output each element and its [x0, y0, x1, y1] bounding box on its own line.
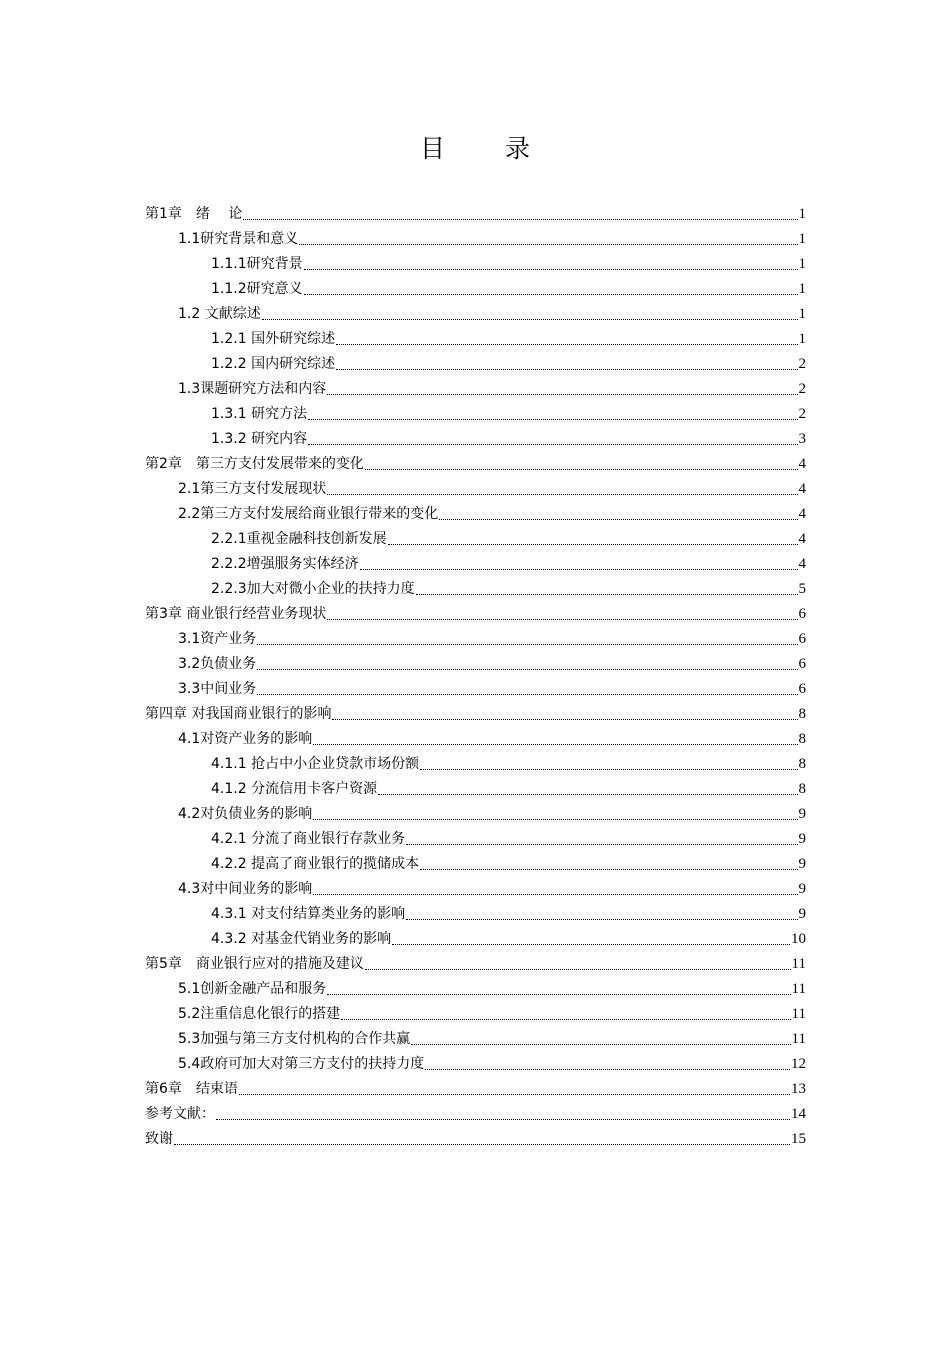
toc-dot-leader — [425, 1068, 790, 1070]
toc-dot-leader — [304, 293, 798, 295]
toc-entry[interactable] — [145, 424, 806, 449]
toc-entry-page-number: 1 — [798, 231, 806, 247]
toc-entry-page-number: 6 — [798, 681, 806, 697]
toc-dot-leader — [308, 443, 797, 445]
toc-entry[interactable] — [145, 374, 806, 399]
toc-entry-page-number: 14 — [791, 1106, 806, 1122]
toc-entry-label: 1.3课题研究方法和内容 — [178, 381, 327, 397]
toc-entry-page-number: 9 — [798, 831, 806, 847]
toc-dot-leader — [416, 593, 798, 595]
toc-dot-leader — [313, 743, 797, 745]
toc-entry-label: 1.1.1研究背景 — [211, 256, 303, 272]
toc-entry-page-number: 9 — [798, 881, 806, 897]
toc-entry[interactable] — [145, 1074, 806, 1099]
toc-entry-page-number: 6 — [798, 606, 806, 622]
toc-entry-page-number: 8 — [798, 781, 806, 797]
toc-entry[interactable] — [145, 924, 806, 949]
toc-entry[interactable] — [145, 449, 806, 474]
toc-entry-page-number: 3 — [798, 431, 806, 447]
toc-entry-label: 4.2.2 提高了商业银行的揽储成本 — [211, 856, 420, 872]
toc-entry-page-number: 11 — [791, 981, 806, 997]
toc-entry[interactable] — [145, 824, 806, 849]
toc-entry-page-number: 10 — [791, 931, 806, 947]
toc-dot-leader — [392, 943, 790, 945]
toc-entry[interactable] — [145, 349, 806, 374]
toc-dot-leader — [420, 868, 797, 870]
toc-entry[interactable] — [145, 499, 806, 524]
toc-entry-label: 5.4政府可加大对第三方支付的扶持力度 — [178, 1056, 425, 1072]
toc-entry-page-number: 4 — [798, 556, 806, 572]
toc-entry[interactable] — [145, 1124, 806, 1149]
toc-entry[interactable] — [145, 699, 806, 724]
toc-entry[interactable] — [145, 674, 806, 699]
toc-entry[interactable] — [145, 599, 806, 624]
toc-entry[interactable] — [145, 249, 806, 274]
toc-dot-leader — [365, 468, 798, 470]
toc-entry-label: 4.2.1 分流了商业银行存款业务 — [211, 831, 406, 847]
toc-dot-leader — [174, 1143, 790, 1145]
toc-entry-page-number: 1 — [798, 256, 806, 272]
toc-entry-label: 2.2.1重视金融科技创新发展 — [211, 531, 387, 547]
toc-entry[interactable] — [145, 749, 806, 774]
toc-entry[interactable] — [145, 724, 806, 749]
toc-dot-leader — [378, 793, 797, 795]
toc-entry-page-number: 4 — [798, 456, 806, 472]
page-title: 目 录 — [420, 134, 556, 163]
toc-entry-label: 1.1.2研究意义 — [211, 281, 303, 297]
toc-dot-leader — [257, 693, 797, 695]
toc-entry-label: 第1章 绪 论 — [145, 206, 243, 222]
toc-entry[interactable] — [145, 999, 806, 1024]
toc-entry-page-number: 9 — [798, 856, 806, 872]
toc-entry-label: 4.1对资产业务的影响 — [178, 731, 313, 747]
toc-entry-label: 第3章 商业银行经营业务现状 — [145, 606, 327, 622]
toc-entry-page-number: 8 — [798, 756, 806, 772]
toc-entry-page-number: 4 — [798, 481, 806, 497]
toc-entry-label: 4.3.2 对基金代销业务的影响 — [211, 931, 392, 947]
toc-entry[interactable] — [145, 299, 806, 324]
toc-entry[interactable] — [145, 849, 806, 874]
toc-entry[interactable] — [145, 574, 806, 599]
toc-entry-page-number: 12 — [791, 1056, 806, 1072]
toc-entry-page-number: 11 — [791, 956, 806, 972]
toc-dot-leader — [304, 268, 798, 270]
toc-entry-page-number: 15 — [791, 1131, 806, 1147]
toc-entry-label: 致谢 — [145, 1131, 173, 1147]
toc-entry[interactable] — [145, 199, 806, 224]
toc-dot-leader — [439, 518, 797, 520]
toc-entry[interactable] — [145, 224, 806, 249]
toc-dot-leader — [332, 718, 797, 720]
toc-entry[interactable] — [145, 1049, 806, 1074]
toc-dot-leader — [313, 818, 797, 820]
toc-dot-leader — [341, 1018, 790, 1020]
toc-entry[interactable] — [145, 474, 806, 499]
toc-entry[interactable] — [145, 974, 806, 999]
toc-dot-leader — [420, 768, 797, 770]
toc-dot-leader — [262, 318, 798, 320]
toc-dot-leader — [327, 618, 797, 620]
toc-entry-label: 1.1研究背景和意义 — [178, 231, 299, 247]
toc-entry[interactable] — [145, 899, 806, 924]
toc-dot-leader — [411, 1043, 790, 1045]
toc-entry-page-number: 11 — [791, 1006, 806, 1022]
toc-dot-leader — [388, 543, 798, 545]
toc-entry-page-number: 5 — [798, 581, 806, 597]
toc-entry[interactable] — [145, 399, 806, 424]
toc-entry-label: 1.3.2 研究内容 — [211, 431, 308, 447]
toc-dot-leader — [327, 393, 797, 395]
toc-dot-leader — [239, 1093, 790, 1095]
toc-dot-leader — [313, 893, 797, 895]
toc-entry-page-number: 1 — [798, 331, 806, 347]
table-of-contents — [145, 199, 806, 1149]
toc-entry-label: 2.2第三方支付发展给商业银行带来的变化 — [178, 506, 439, 522]
toc-entry-page-number: 2 — [798, 381, 806, 397]
toc-entry[interactable] — [145, 1024, 806, 1049]
toc-entry-label: 4.1.1 抢占中小企业贷款市场份额 — [211, 756, 420, 772]
toc-dot-leader — [257, 668, 797, 670]
toc-entry-label: 1.2 文献综述 — [178, 306, 261, 322]
toc-entry-label: 3.3中间业务 — [178, 681, 257, 697]
toc-dot-leader — [336, 368, 797, 370]
toc-entry-page-number: 2 — [798, 356, 806, 372]
toc-entry-page-number: 9 — [798, 806, 806, 822]
toc-entry-label: 第四章 对我国商业银行的影响 — [145, 706, 332, 722]
toc-entry-label: 5.1创新金融产品和服务 — [178, 981, 327, 997]
toc-entry-label: 第2章 第三方支付发展带来的变化 — [145, 456, 364, 472]
toc-dot-leader — [257, 643, 797, 645]
toc-entry-label: 5.3加强与第三方支付机构的合作共赢 — [178, 1031, 411, 1047]
toc-entry[interactable] — [145, 1099, 806, 1124]
toc-entry-page-number: 8 — [798, 706, 806, 722]
toc-entry-label: 第6章 结束语 — [145, 1081, 238, 1097]
toc-entry-label: 2.2.2增强服务实体经济 — [211, 556, 359, 572]
toc-entry[interactable] — [145, 624, 806, 649]
toc-entry-page-number: 6 — [798, 631, 806, 647]
toc-dot-leader — [327, 493, 797, 495]
toc-entry-label: 3.2负债业务 — [178, 656, 257, 672]
toc-entry-page-number: 13 — [791, 1081, 806, 1097]
toc-entry-label: 4.2对负债业务的影响 — [178, 806, 313, 822]
toc-entry-page-number: 1 — [798, 281, 806, 297]
toc-dot-leader — [299, 243, 797, 245]
toc-entry-label: 3.1资产业务 — [178, 631, 257, 647]
toc-dot-leader — [406, 843, 797, 845]
toc-entry-label: 第5章 商业银行应对的措施及建议 — [145, 956, 364, 972]
toc-entry[interactable] — [145, 649, 806, 674]
toc-entry-label: 1.2.2 国内研究综述 — [211, 356, 336, 372]
toc-entry[interactable] — [145, 874, 806, 899]
toc-entry-label: 1.2.1 国外研究综述 — [211, 331, 336, 347]
toc-dot-leader — [243, 218, 797, 220]
toc-entry-label: 4.3.1 对支付结算类业务的影响 — [211, 906, 406, 922]
toc-dot-leader — [406, 918, 797, 920]
toc-entry[interactable] — [145, 774, 806, 799]
toc-entry-page-number: 6 — [798, 656, 806, 672]
toc-entry-label: 4.1.2 分流信用卡客户资源 — [211, 781, 378, 797]
toc-dot-leader — [360, 568, 798, 570]
toc-entry-label: 1.3.1 研究方法 — [211, 406, 308, 422]
toc-entry-label: 2.1第三方支付发展现状 — [178, 481, 327, 497]
toc-dot-leader — [216, 1118, 790, 1120]
toc-entry-label: 2.2.3加大对微小企业的扶持力度 — [211, 581, 415, 597]
toc-entry[interactable] — [145, 949, 806, 974]
toc-entry-page-number: 8 — [798, 731, 806, 747]
toc-entry-label: 4.3对中间业务的影响 — [178, 881, 313, 897]
toc-entry[interactable] — [145, 799, 806, 824]
toc-dot-leader — [365, 968, 791, 970]
toc-entry[interactable] — [145, 324, 806, 349]
toc-entry[interactable] — [145, 549, 806, 574]
toc-entry-page-number: 1 — [798, 306, 806, 322]
toc-dot-leader — [327, 993, 790, 995]
toc-entry-page-number: 11 — [791, 1031, 806, 1047]
toc-entry-page-number: 4 — [798, 506, 806, 522]
toc-entry-page-number: 2 — [798, 406, 806, 422]
toc-entry[interactable] — [145, 524, 806, 549]
toc-entry-label: 参考文献： — [145, 1106, 215, 1122]
toc-entry-label: 5.2注重信息化银行的搭建 — [178, 1006, 341, 1022]
toc-dot-leader — [308, 418, 797, 420]
toc-entry[interactable] — [145, 274, 806, 299]
toc-entry-page-number: 4 — [798, 531, 806, 547]
toc-entry-page-number: 9 — [798, 906, 806, 922]
toc-dot-leader — [336, 343, 797, 345]
toc-entry-page-number: 1 — [798, 206, 806, 222]
